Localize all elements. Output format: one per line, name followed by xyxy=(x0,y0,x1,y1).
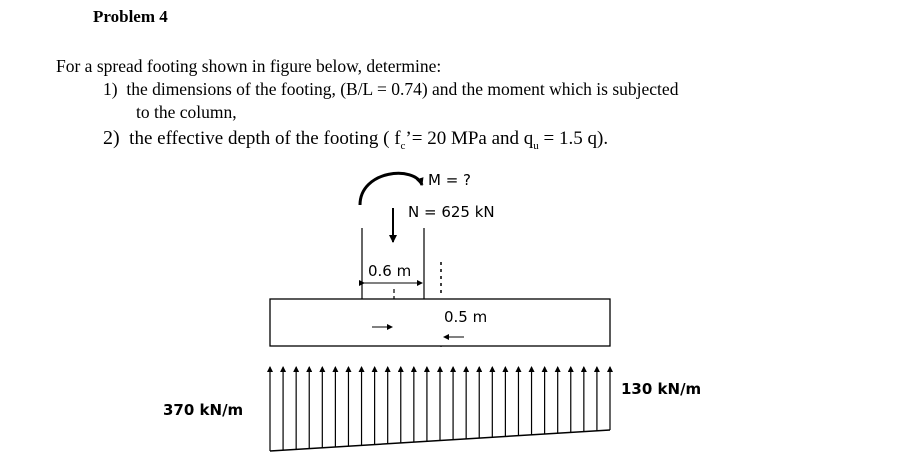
item-text: the dimensions of the footing, (B/L = 0.74) and the moment which is subjected xyxy=(126,79,679,99)
moment-label: M = ? xyxy=(428,171,472,189)
problem-title: Problem 4 xyxy=(93,7,168,26)
subscript-u: u xyxy=(533,139,539,152)
item-number: 1) xyxy=(103,79,118,99)
offset-dimension-label: 0.6 m xyxy=(368,262,412,280)
footing-slab xyxy=(270,299,610,346)
moment-arrow xyxy=(360,173,422,205)
item-text-mid: ’= 20 MPa and q xyxy=(405,128,534,149)
soil-pressure-diagram xyxy=(270,367,610,451)
item-text: the effective depth of the footing ( f xyxy=(129,128,401,149)
problem-intro: For a spread footing shown in figure below, determine: xyxy=(56,56,442,76)
item-text-tail: = 1.5 q). xyxy=(543,128,609,149)
subscript-c: c xyxy=(400,139,406,152)
left-pressure-label: 370 kN/m xyxy=(163,401,244,419)
eccentricity-label: 0.5 m xyxy=(444,308,488,326)
item-number: 2) xyxy=(103,127,120,149)
axial-load-label: N = 625 kN xyxy=(408,203,495,221)
item-continuation: to the column, xyxy=(136,102,237,122)
right-pressure-label: 130 kN/m xyxy=(621,380,702,398)
